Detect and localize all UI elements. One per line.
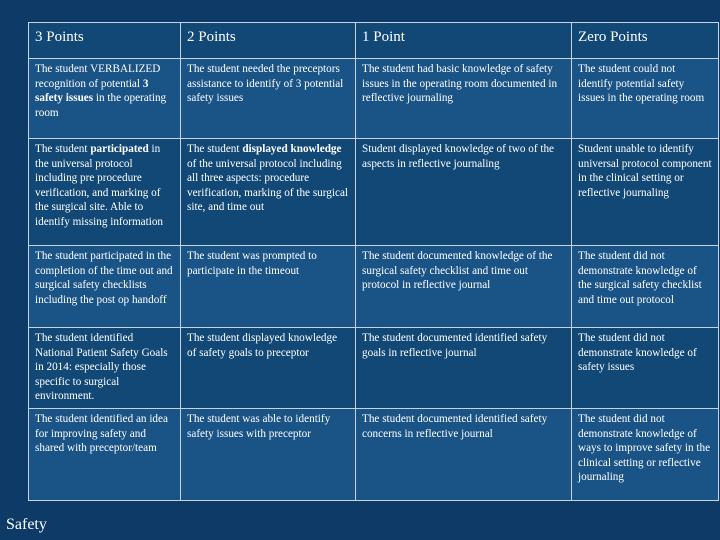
header-2-points: 2 Points	[181, 23, 356, 59]
cell-text: The student documented identified safety concerns in reflective journal	[362, 412, 548, 440]
table-cell	[181, 139, 356, 246]
table-cell	[572, 59, 719, 139]
cell-text: The student identified National Patient Safety Goals in 2014: especially those specific to surgical environment.	[35, 332, 168, 403]
cell-text: The student had basic knowledge of safety issues in the operating room documented in reflective journaling	[362, 63, 558, 105]
header-row	[29, 23, 719, 59]
cell-text: Student unable to identify universal protocol component in the clinical setting or reflective journaling	[578, 143, 712, 199]
table-cell	[29, 408, 181, 500]
table-row	[29, 328, 719, 409]
table-cell	[572, 328, 719, 409]
cell-text: The student was able to identify safety issues with preceptor	[187, 412, 331, 440]
cell-emphasis: 3 safety issues	[35, 77, 149, 105]
rubric-body	[29, 59, 719, 501]
cell-text-continued: in the operating room	[35, 92, 167, 119]
cell-text: The student	[35, 143, 91, 155]
table-row	[29, 246, 719, 328]
cell-text: The student did not demonstrate knowledge of safety issues	[578, 332, 697, 374]
cell-text: The student documented knowledge of the surgical safety checklist and time out protocol in reflective journal	[362, 250, 553, 292]
cell-text: The student	[187, 143, 243, 155]
table-cell	[356, 408, 572, 500]
table-cell	[356, 328, 572, 409]
table-cell	[181, 408, 356, 500]
table-cell	[29, 246, 181, 328]
table-cell	[29, 59, 181, 139]
cell-text: The student needed the preceptors assistance to identify of 3 potential safety issues	[187, 63, 344, 105]
table-cell	[356, 59, 572, 139]
cell-text: The student was prompted to participate in the timeout	[187, 250, 317, 277]
table-cell	[29, 328, 181, 409]
cell-text-continued: of the universal protocol including all three aspects: procedure verification, marking of the surgical site, and time out	[187, 157, 349, 214]
header-1-point: 1 Point	[356, 23, 572, 59]
table-cell	[356, 139, 572, 246]
cell-text: The student identified an idea for improving safety and shared with preceptor/team	[35, 412, 168, 455]
table-cell	[572, 246, 719, 328]
cell-text: Student displayed knowledge of two of the aspects in reflective journaling	[362, 143, 555, 170]
header-zero-points: Zero Points	[572, 23, 719, 59]
cell-text: The student did not demonstrate knowledge of the surgical safety checklist and time out protocol	[578, 250, 702, 306]
cell-text: The student did not demonstrate knowledge of ways to improve safety in the clinical setting or reflective journaling	[578, 412, 711, 484]
slide-footer-title: Safety	[6, 516, 47, 533]
cell-text: The student participated in the completion of the time out and surgical safety checklists including the post op handoff	[35, 250, 173, 306]
cell-text: The student could not identify potential safety issues in the operating room	[578, 63, 705, 105]
table-row	[29, 139, 719, 246]
table-cell	[572, 139, 719, 246]
table-cell	[572, 408, 719, 500]
cell-text: The student displayed knowledge of safety goals to preceptor	[187, 332, 338, 359]
cell-emphasis: displayed knowledge	[242, 143, 342, 155]
table-row	[29, 59, 719, 139]
table-cell	[181, 328, 356, 409]
table-cell	[181, 246, 356, 328]
header-3-points: 3 Points	[29, 23, 181, 59]
table-cell	[29, 139, 181, 246]
cell-text-continued: in the universal protocol including pre procedure verification, and marking of the surgical site. Able to identify missing information	[35, 143, 164, 228]
cell-text: The student VERBALIZED recognition of potential	[35, 63, 161, 90]
table-row	[29, 408, 719, 500]
table-cell	[181, 59, 356, 139]
cell-emphasis: participated	[90, 143, 149, 155]
cell-text: The student documented identified safety goals in reflective journal	[362, 332, 548, 359]
table-cell	[356, 246, 572, 328]
rubric-table	[28, 22, 719, 501]
